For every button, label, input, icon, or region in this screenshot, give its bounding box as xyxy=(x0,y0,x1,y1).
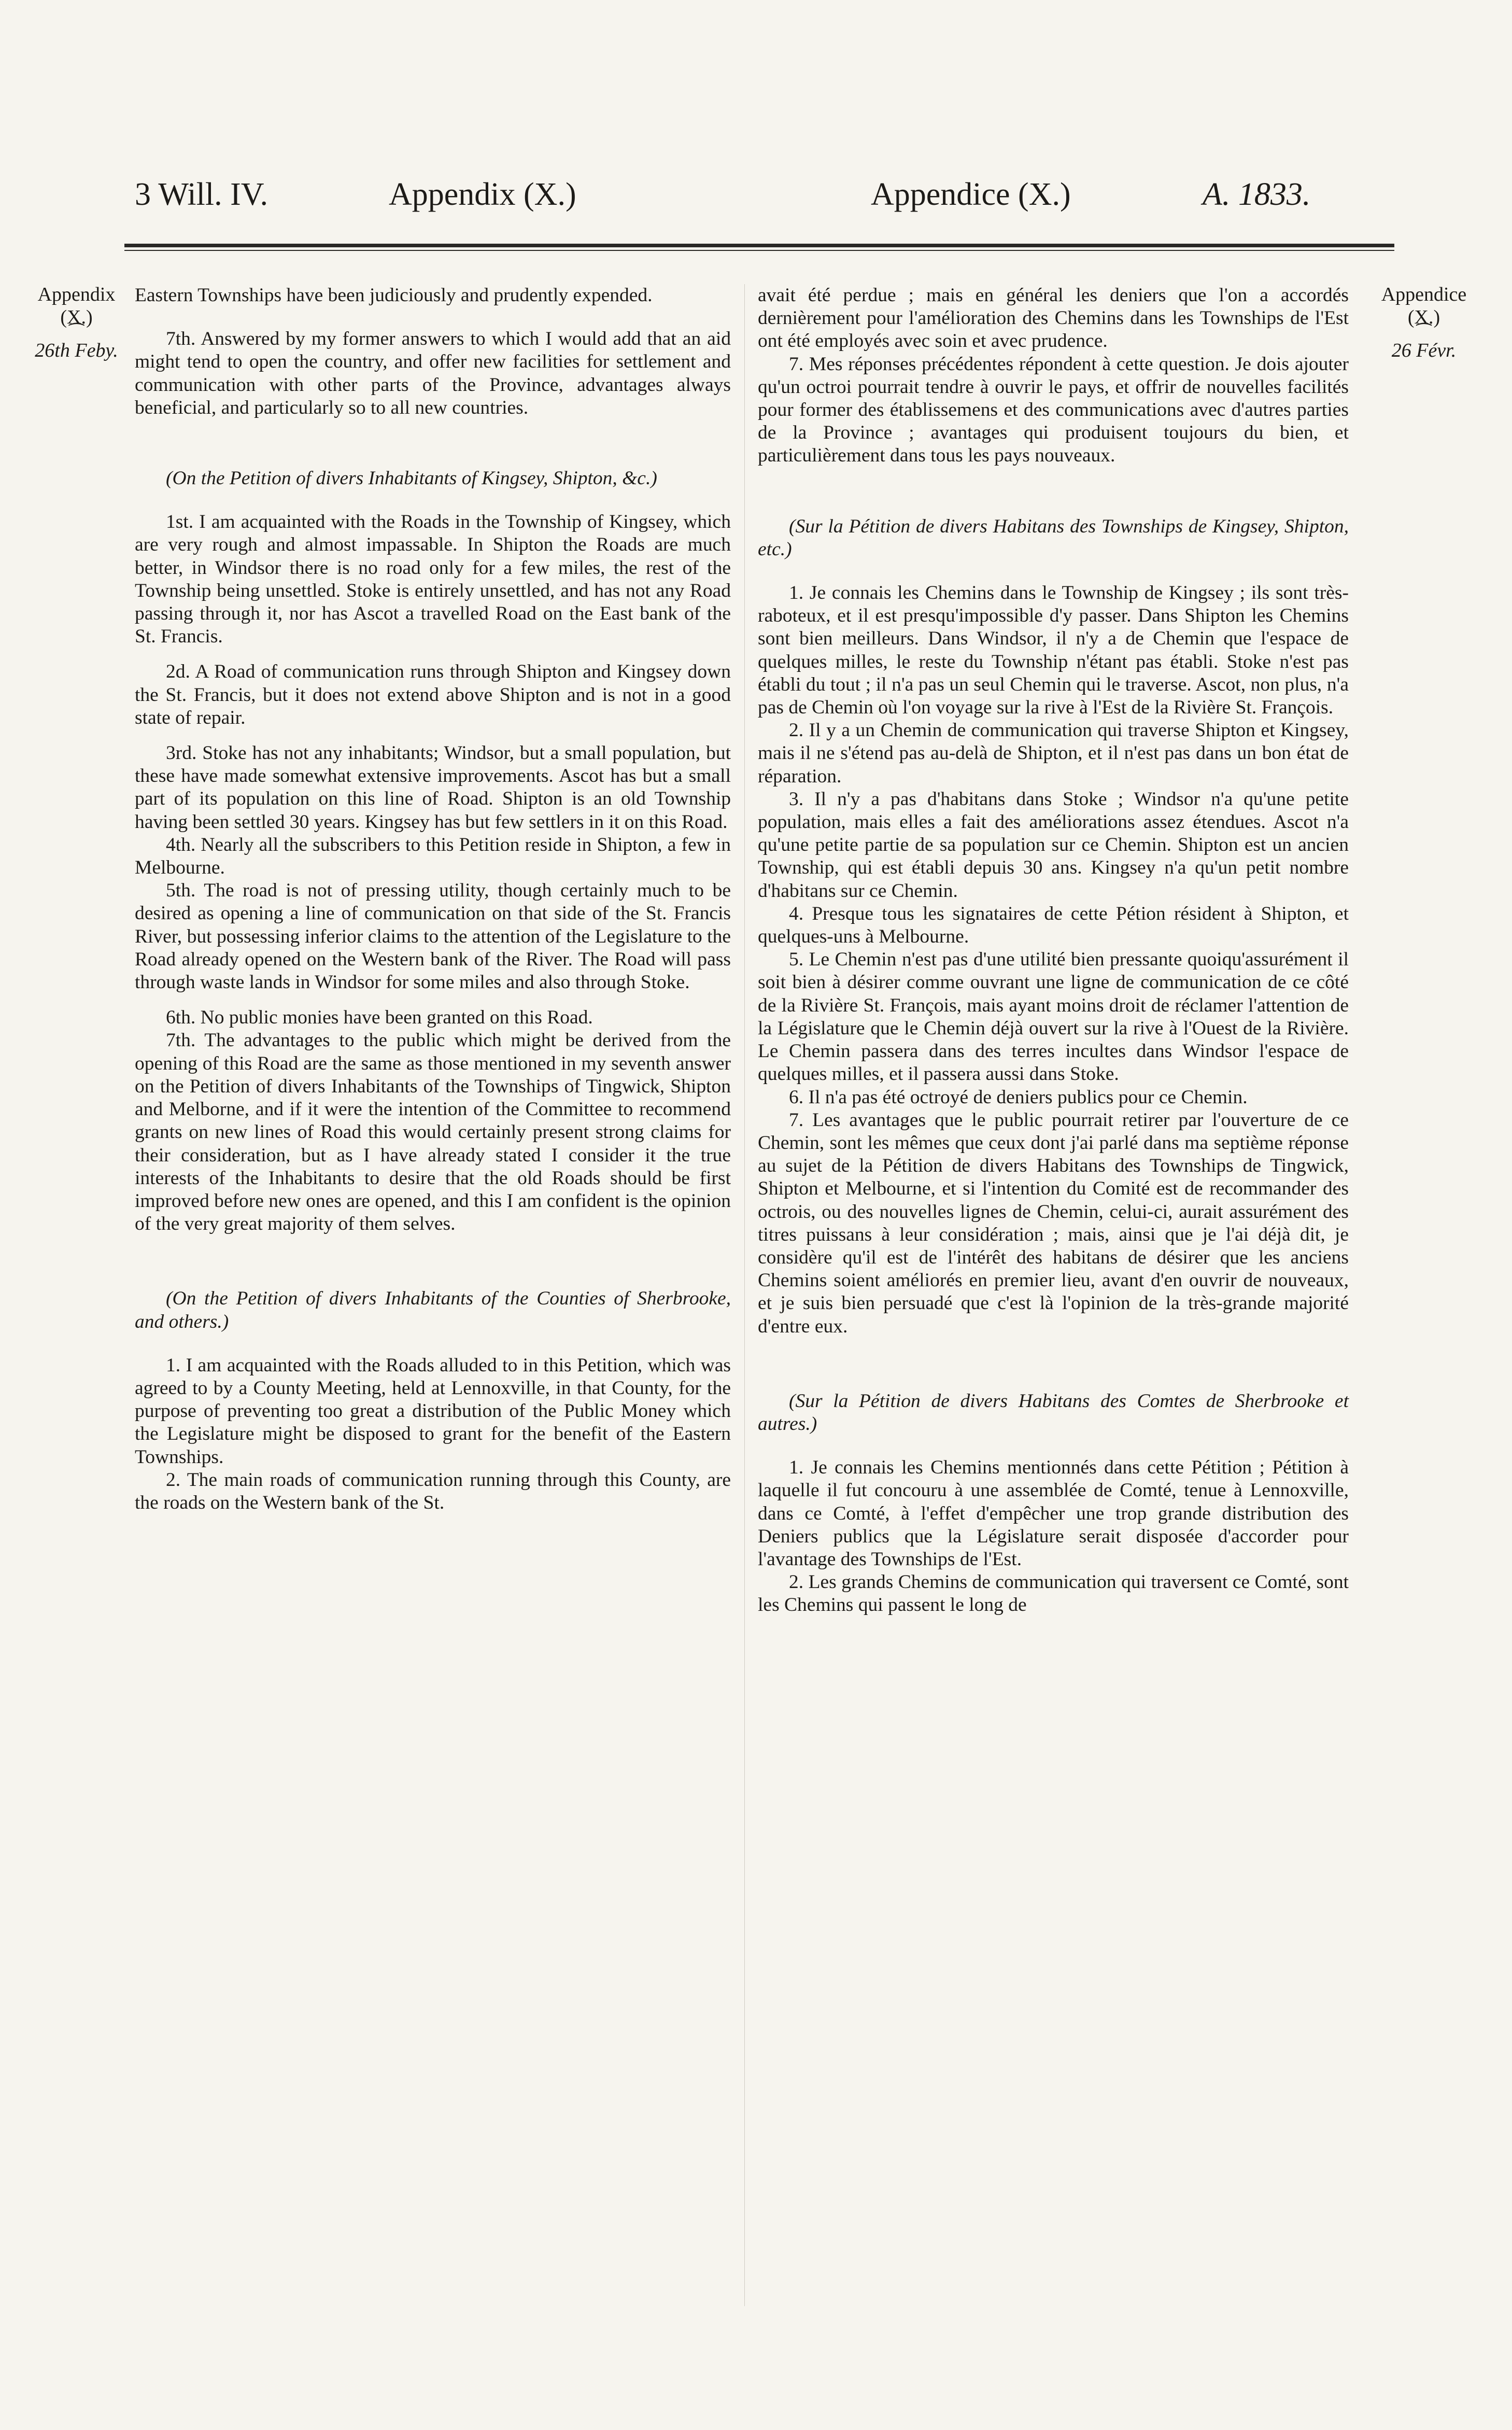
answer-paragraph: 4. Presque tous les signataires de cette Pétion résident à Shipton, et quelques-uns à Melbourne. xyxy=(758,903,1349,948)
answer-paragraph: 2. Il y a un Chemin de communication qui traverse Shipton et Kingsey, mais il ne s'étend pas au-delà de Shipton, et il n'est pas dans un bon état de réparation. xyxy=(758,720,1349,787)
answer-paragraph: 4th. Nearly all the subscribers to this Petition reside in Shipton, a few in Melbourne. xyxy=(135,834,731,879)
answer-paragraph: 7. Les avantages que le public pourrait retirer par l'ouverture de ce Chemin, sont les mêmes que ceux dont j'ai parlé dans ma septième réponse au sujet de la Pétition de divers Habitans des Townships de Tingwick, Shipton et Melbourne, et si l'intention du Comité est de recommander des octrois, ou des nouvelles lignes de Chemin, celui-ci, aurait assurément des titres puissans à leur considération ; mais, ainsi que je l'ai déjà dit, je considère qu'il est de l'intérêt des habitans de désirer que les anciens Chemins soient améliorés en premier lieu, avant d'en ouvrir de nouveaux, et je suis bien persuadé que c'est là l'opinion de la très-grande majorité d'entre eux. xyxy=(758,1109,1349,1337)
margin-appendix-label: Appendix xyxy=(37,284,116,305)
left-margin-note xyxy=(21,283,132,362)
appendix-title-french: Appendice (X.) xyxy=(871,177,1071,212)
section-heading: (Sur la Pétition de divers Habitans des Townships de Kingsey, Shipton, etc.) xyxy=(758,515,1349,560)
answer-paragraph: 1. Je connais les Chemins dans le Township de Kingsey ; ils sont très-raboteux, et il est presqu'impossible d'y passer. Dans Shipton les Chemins sont bien meilleurs. Dans Windsor, il n'y a de Chemin que l'espace de quelques milles, le reste du Township n'étant pas établi. Stoke n'est pas établi du tout ; il n'a pas un seul Chemin qui le traverse. Ascot, non plus, n'a pas de Chemin où l'on voyage sur la rive à l'Est de la Rivière St. François. xyxy=(758,582,1349,719)
column-divider xyxy=(744,284,745,2306)
header-left xyxy=(135,176,731,223)
answer-paragraph: 2. Les grands Chemins de communication qui traversent ce Comté, sont les Chemins qui passent le long de xyxy=(758,1571,1349,1616)
answer-paragraph: 5. Le Chemin n'est pas d'une utilité bien pressante quoiqu'assurément il soit bien à désirer comme ouvrant une ligne de communication de ce côté de la Rivière St. François, mais ayant moins droit de réclamer l'attention de la Législature que le Chemin déjà ouvert sur la rive à l'Ouest de la Rivière. Le Chemin passera dans des terres incultes dans Windsor l'espace de quelques milles, et il passera aussi dans Stoke. xyxy=(758,949,1349,1085)
margin-appendix-letter: (X.) xyxy=(1407,306,1440,328)
right-margin-note xyxy=(1354,283,1494,362)
answer-paragraph: 7. Mes réponses précédentes répondent à cette question. Je dois ajouter qu'un octroi pourrait tendre à ouvrir le pays, et offrir de nouvelles facilités pour former des établissemens et des communications avec d'autres parties de la Province ; avantages qui produisent toujours du bien, et particulièrement dans tous les pays nouveaux. xyxy=(758,353,1349,467)
appendix-title-english: Appendix (X.) xyxy=(389,177,576,212)
paragraph: Eastern Townships have been judiciously and prudently expended. xyxy=(135,285,653,306)
answer-paragraph: 7th. The advantages to the public which might be derived from the opening of this Road are the same as those mentioned in my seventh answer on the Petition of divers Inhabitants of the Townships of Tingwick, Shipton and Melborne, and if it were the intention of the Committee to recommend grants on new lines of Road this would certainly present strong claims for their consideration, but as I have already stated I consider it the true interests of the Inhabitants to desire that the old Roads should be first improved before new ones are opened, and this I am confident is the opinion of the very great majority of them selves. xyxy=(135,1030,731,1235)
answer-paragraph: 6th. No public monies have been granted on this Road. xyxy=(166,1007,593,1029)
section-heading: (On the Petition of divers Inhabitants of Kingsey, Shipton, &c.) xyxy=(166,468,657,489)
paragraph: avait été perdue ; mais en général les deniers que l'on a accordés dernièrement pour l'amélioration des Chemins dans les Townships de l'Est ont été employés avec soin et avec prudence. xyxy=(758,285,1349,352)
answer-paragraph: 6. Il n'a pas été octroyé de deniers publics pour ce Chemin. xyxy=(789,1086,1248,1108)
swash-ornament-icon: ⁀ xyxy=(1417,324,1431,343)
header-rule-thin xyxy=(124,250,1394,251)
margin-date: 26th Feby. xyxy=(35,340,118,361)
answer-paragraph: 1st. I am acquainted with the Roads in the Township of Kingsey, which are very rough and almost impassable. In Shipton the Roads are much better, in Windsor there is no road only for a few miles, the rest of the Township being unsettled. Stoke is entirely unsettled, and has not any Road passing through it, nor has Ascot a travelled Road on the East bank of the St. Francis. xyxy=(135,511,731,648)
answer-paragraph: 5th. The road is not of pressing utility, though certainly much to be desired as opening a line of communication on that side of the St. Francis River, but possessing inferior claims to the attention of the Legislature to the Road already opened on the Western bank of the River. The Road will pass through waste lands in Windsor for some miles and also through Stoke. xyxy=(135,880,731,993)
answer-paragraph: 3. Il n'y a pas d'habitans dans Stoke ; Windsor n'a qu'une petite population, mais elles a fait des améliorations assez étendues. Ascot n'a qu'une petite partie de sa population sur ce Chemin. Shipton est un ancien Township, qui est établi depuis 30 ans. Kingsey n'a qu'un petit nombre d'habitans sur ce Chemin. xyxy=(758,788,1349,902)
margin-appendix-letter: (X.) xyxy=(60,306,93,328)
answer-paragraph: 3rd. Stoke has not any inhabitants; Windsor, but a small population, but these have made somewhat extensive improvements. Ascot has but a small part of its population on this line of Road. Shipton is an old Township having been settled 30 years. Kingsey has but few settlers in it on this Road. xyxy=(135,742,731,833)
session-year: A. 1833. xyxy=(1203,177,1311,212)
swash-ornament-icon: ⁀ xyxy=(69,324,84,343)
answer-paragraph: 1. Je connais les Chemins mentionnés dans cette Pétition ; Pétition à laquelle il fut concouru à une assemblée de Comté, tenue à Lennoxville, dans ce Comté, à l'effet d'empêcher une trop grande distribution des Deniers publics que la Législature serait disposée d'accorder pour l'avantage des Townships de l'Est. xyxy=(758,1457,1349,1570)
header-rule-thick xyxy=(124,244,1394,247)
answer-paragraph: 7th. Answered by my former answers to which I would add that an aid might tend to open the country, and offer new facilities for settlement and communication with other parts of the Province, advantages always beneficial, and particularly so to all new countries. xyxy=(135,328,731,418)
answer-paragraph: 2. The main roads of communication running through this County, are the roads on the Western bank of the St. xyxy=(135,1469,731,1513)
answer-paragraph: 2d. A Road of communication runs through Shipton and Kingsey down the St. Francis, but it does not extend above Shipton and is not in a good state of repair. xyxy=(135,661,731,728)
english-column xyxy=(135,284,731,1514)
header-right xyxy=(798,176,1431,223)
section-heading: (On the Petition of divers Inhabitants of the Counties of Sherbrooke, and others.) xyxy=(135,1288,731,1332)
margin-date: 26 Févr. xyxy=(1391,340,1457,361)
answer-paragraph: 1. I am acquainted with the Roads alluded to in this Petition, which was agreed to by a County Meeting, held at Lennoxville, in that County, for the purpose of preventing too great a distribution of the Public Money which the Legislature might be disposed to grant for the benefit of the Eastern Townships. xyxy=(135,1354,731,1468)
margin-appendix-label: Appendice xyxy=(1381,284,1467,305)
section-heading: (Sur la Pétition de divers Habitans des Comtes de Sherbrooke et autres.) xyxy=(758,1390,1349,1435)
regnal-year: 3 Will. IV. xyxy=(135,177,269,212)
french-column xyxy=(758,284,1349,1617)
